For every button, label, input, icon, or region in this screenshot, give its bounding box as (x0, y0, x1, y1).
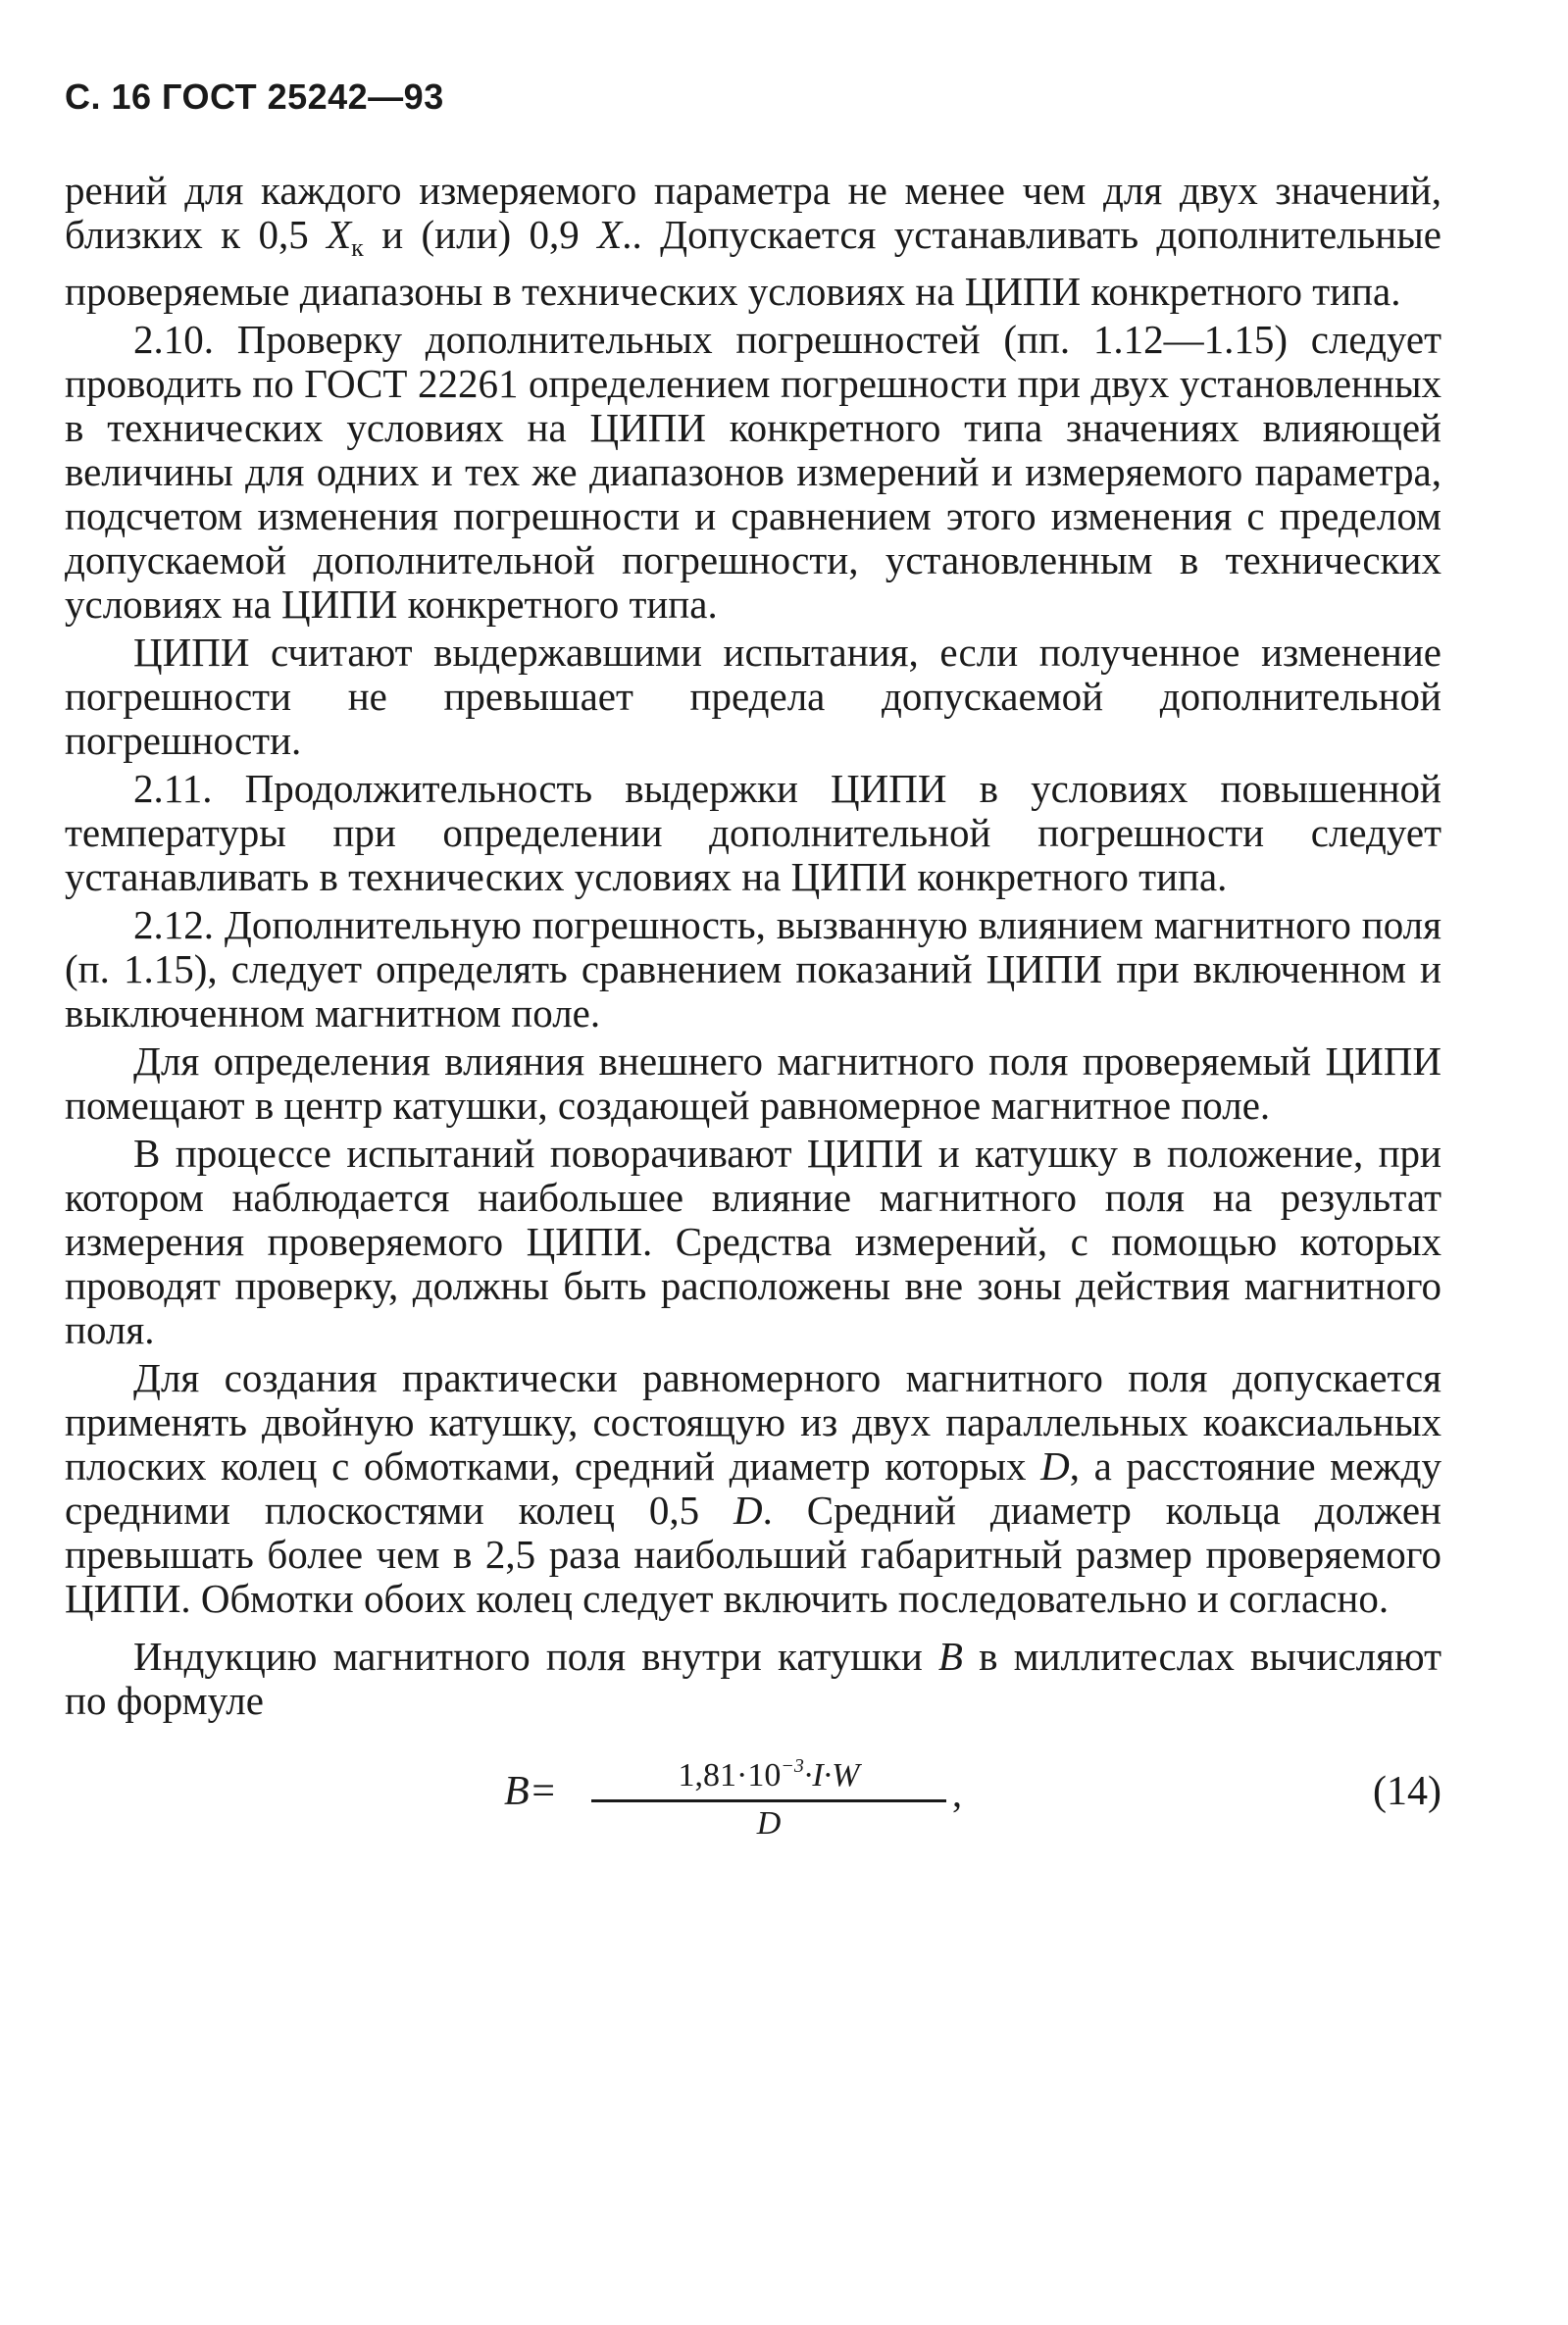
text-run: рений для каждого измеряемого параметра не менее чем для двух значений, близких к 0,5 (65, 168, 1442, 257)
paragraph-test-result: ЦИПИ считают выдержавшими испытания, если полученное изменение погрешности не превышает предела допускаемой дополнительной погрешности. (65, 630, 1442, 763)
fraction-bar (591, 1799, 946, 1802)
document-page (65, 76, 1442, 1862)
paragraph-double-coil (65, 1356, 1442, 1621)
formula-14 (65, 1744, 1442, 1862)
body-text (65, 169, 1442, 1723)
text-run: и (или) 0,9 (363, 212, 598, 257)
page-header: С. 16 ГОСТ 25242—93 (65, 76, 444, 117)
paragraph-2-10: 2.10. Проверку дополнительных погрешностей (пп. 1.12—1.15) следует проводить по ГОСТ 22261 определением погрешности при двух установленных в технических условиях на ЦИПИ конкретного типа значениях влияющей величины для одних и тех же диапазонов измерений и измеряемого параметра, подсчетом изменения погрешности и сравнением этого изменения с пределом допускаемой дополнительной погрешности, установленным в технических условиях на ЦИПИ конкретного типа. (65, 317, 1442, 627)
formula-lhs: B= (504, 1769, 557, 1814)
text-run: Для создания практически равномерного магнитного поля допускается применять двойную катушку, состоящую из двух параллельных коаксиальных плоских колец с обмотками, средний диаметр которых (65, 1355, 1442, 1489)
paragraph-coil-placement: Для определения влияния внешнего магнитного поля проверяемый ЦИПИ помещают в центр катушки, создающей равномерное магнитное поле. (65, 1038, 1442, 1128)
text-run: .. Допускается устанавливать дополнительные проверяемые диапазоны в технических условиях на ЦИПИ конкретного типа. (65, 212, 1442, 314)
paragraph-2-12: 2.12. Дополнительную погрешность, вызванную влиянием магнитного поля (п. 1.15), следует определять сравнением показаний ЦИПИ при включенном и выключенном магнитном поле. (65, 902, 1442, 1036)
formula-comma: , (952, 1771, 962, 1815)
formula-denominator: D (756, 1805, 782, 1842)
var-x: X (327, 212, 352, 257)
text-run: в миллитеслах вычисляют по формуле (65, 1634, 1442, 1723)
formula-numerator (591, 1744, 946, 1797)
paragraph-rotation: В процессе испытаний поворачивают ЦИПИ и катушку в положение, при котором наблюдается наибольшее влияние магнитного поля на результат измерения проверяемого ЦИПИ. Средства измерений, с помощью которых проводят проверку, должны быть расположены вне зоны действия магнитного поля. (65, 1131, 1442, 1352)
numerator-variables: ·I·W (803, 1757, 860, 1794)
numerator-exponent: −3 (781, 1755, 804, 1777)
numerator-coefficient: 1,81·10 (678, 1757, 782, 1794)
paragraph-continuation (65, 169, 1442, 314)
var-d: D (733, 1488, 763, 1533)
text-run: Индукцию магнитного поля внутри катушки (133, 1634, 938, 1679)
paragraph-2-11: 2.11. Продолжительность выдержки ЦИПИ в условиях повышенной температуры при определении дополнительной погрешности следует устанавливать в технических условиях на ЦИПИ конкретного типа. (65, 766, 1442, 899)
text-run: , а расстояние между средними плоскостями колец 0,5 (65, 1443, 1442, 1533)
var-x: X (597, 212, 623, 257)
text-run: . Средний диаметр кольца должен превышать более чем в 2,5 раза наибольший габаритный размер проверяемого ЦИПИ. Обмотки обоих колец следует включить последовательно и согласно. (65, 1488, 1442, 1621)
paragraph-induction (65, 1635, 1442, 1723)
equation-number: (14) (1373, 1769, 1442, 1814)
formula-fraction (591, 1744, 946, 1842)
var-d: D (1040, 1443, 1070, 1489)
var-b: B (937, 1634, 963, 1679)
subscript-k: к (351, 233, 364, 262)
